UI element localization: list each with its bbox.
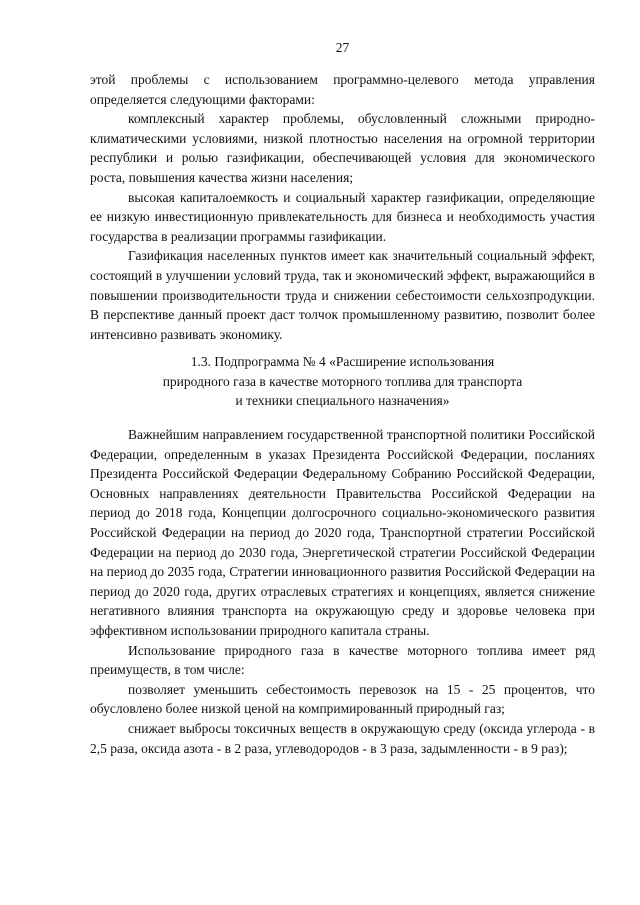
paragraph: снижает выбросы токсичных веществ в окружающую среду (оксида углерода - в 2,5 раза, оксида азота - в 2 раза, углеводородов - в 3 раза, задымленности - в 9 раз);	[90, 720, 595, 756]
section-heading-line: природного газа в качестве моторного топлива для транспорта	[162, 373, 523, 389]
paragraph: комплексный характер проблемы, обусловленный сложными природно-климатическими условиями, низкой плотностью населения на огромной территории республики и ролью газификации, обеспечивающей условия для экономического роста, повышения качества жизни населения;	[90, 111, 595, 185]
paragraph: Важнейшим направлением государственной транспортной политики Российской Федерации, определенным в указах Президента Российской Федерации, посланиях Президента Российской Федерации Федеральному Собранию Российской Федерации, Основных направлениях деятельности Правительства Российской Федерации на период до 2018 года, Концепции долгосрочного социально-экономического развития Российской Федерации на период до 2020 года, Транспортной стратегии Российской Федерации на период до 2030 года, Энергетической стратегии Российской Федерации на период до 2035 года, Стратегии инновационного развития Российской Федерации на период до 2020 года, других отраслевых стратегиях и концепциях, является снижение негативного влияния транспорта на окружающую среду и здоровье человека при эффективном использовании природного капитала страны.	[90, 427, 595, 638]
section-heading	[90, 352, 595, 411]
body-text-bottom	[90, 425, 595, 758]
section-heading-line: 1.3. Подпрограмма № 4 «Расширение использования	[190, 354, 495, 369]
section-heading-line: и техники специального назначения»	[235, 393, 450, 409]
page-number: 27	[335, 40, 350, 55]
body-text-top	[90, 70, 595, 344]
paragraph: этой проблемы с использованием программно-целевого метода управления определяется следующими факторами:	[90, 72, 595, 107]
paragraph: позволяет уменьшить себестоимость перевозок на 15 - 25 процентов, что обусловлено более низкой ценой на компримированный природный газ;	[90, 681, 595, 717]
paragraph: высокая капиталоемкость и социальный характер газификации, определяющие ее низкую инвестиционную привлекательность для бизнеса и необходимость участия государства в реализации программы газификации.	[90, 189, 595, 244]
paragraph: Использование природного газа в качестве моторного топлива имеет ряд преимуществ, в том числе:	[90, 642, 595, 678]
paragraph: Газификация населенных пунктов имеет как значительный социальный эффект, состоящий в улучшении условий труда, так и экономический эффект, выражающийся в повышении производительности труда и снижении себестоимости сельхозпродукции. В перспективе данный проект даст толчок промышленному развитию, позволит более интенсивно развивать экономику.	[90, 248, 595, 342]
